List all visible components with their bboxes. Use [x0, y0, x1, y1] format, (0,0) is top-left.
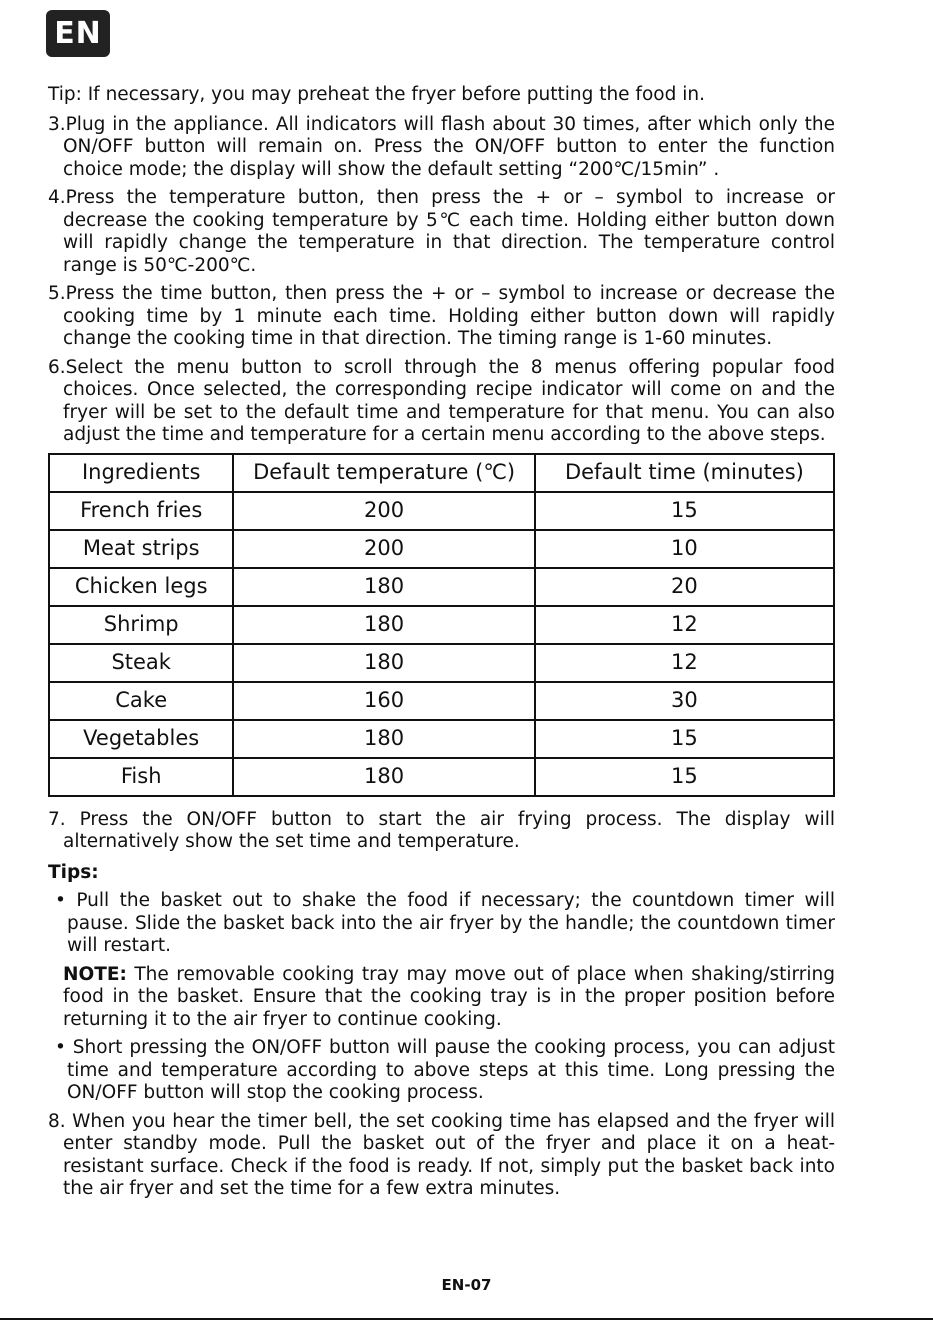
table-row: [49, 492, 834, 530]
tip-shake-basket: • Pull the basket out to shake the food if necessary; the countdown timer will pause. Slide the basket back into the air fryer by the handle; the countdown timer will restart.: [55, 890, 835, 956]
temperature-cell: 180: [233, 606, 534, 644]
ingredient-cell: Chicken legs: [49, 568, 233, 606]
ingredient-cell: Fish: [49, 758, 233, 796]
temperature-cell: 160: [233, 682, 534, 720]
time-cell: 15: [535, 492, 834, 530]
temperature-cell: 180: [233, 568, 534, 606]
temperature-cell: 200: [233, 492, 534, 530]
manual-content: [48, 84, 835, 1207]
time-cell: 15: [535, 720, 834, 758]
temperature-cell: 180: [233, 720, 534, 758]
step-6: 6.Select the menu button to scroll through the 8 menus offering popular food choices. Once selected, the corresponding recipe indicator will come on and the fryer will be set to the default time and temperature for that menu. You can also adjust the time and temperature for a certain menu according to the above steps.: [48, 356, 835, 445]
table-row: [49, 758, 834, 796]
preheat-tip: Tip: If necessary, you may preheat the fryer before putting the food in.: [48, 84, 705, 105]
step-4: 4.Press the temperature button, then press the + or – symbol to increase or decrease the cooking temperature by 5℃ each time. Holding either button down will rapidly change the temperature in that direction. The temperature control range is 50℃-200℃.: [48, 187, 835, 276]
table-header-row: [49, 454, 834, 492]
note-label: NOTE:: [63, 963, 127, 985]
ingredient-cell: French fries: [49, 492, 233, 530]
time-cell: 12: [535, 606, 834, 644]
temperature-cell: 180: [233, 644, 534, 682]
time-cell: 12: [535, 644, 834, 682]
note-text: The removable cooking tray may move out of place when shaking/stirring food in the basket. Ensure that the cooking tray is in the proper position before returning it to the air fryer to continue cooking.: [63, 963, 835, 1030]
ingredient-cell: Meat strips: [49, 530, 233, 568]
time-cell: 15: [535, 758, 834, 796]
ingredient-cell: Shrimp: [49, 606, 233, 644]
header-ingredients: Ingredients: [49, 454, 233, 492]
step-8: 8. When you hear the timer bell, the set cooking time has elapsed and the fryer will enter standby mode. Pull the basket out of the fryer and place it on a heat-resistant surface. Check if the food is ready. If not, simply put the basket back into the air fryer and set the time for a few extra minutes.: [48, 1110, 835, 1199]
language-badge: EN: [46, 10, 110, 57]
table-row: [49, 682, 834, 720]
temperature-cell: 200: [233, 530, 534, 568]
step-3: 3.Plug in the appliance. All indicators will flash about 30 times, after which only the ON/OFF button will remain on. Press the ON/OFF button to enter the function choice mode; the display will show the default setting “200℃/15min” .: [48, 113, 835, 180]
ingredient-cell: Steak: [49, 644, 233, 682]
step-7: 7. Press the ON/OFF button to start the air frying process. The display will alternatively show the set time and temperature.: [48, 808, 835, 852]
page-number: EN-07: [441, 1276, 492, 1294]
table-row: [49, 720, 834, 758]
header-default-time: Default time (minutes): [535, 454, 834, 492]
table-row: [49, 530, 834, 568]
step-5: 5.Press the time button, then press the + or – symbol to increase or decrease the cooking time by 1 minute each time. Holding either button down will rapidly change the cooking time in that direction. The timing range is 1-60 minutes.: [48, 283, 835, 349]
bottom-divider: [0, 1318, 933, 1320]
temperature-cell: 180: [233, 758, 534, 796]
table-row: [49, 644, 834, 682]
tips-heading: Tips:: [48, 861, 99, 883]
time-cell: 30: [535, 682, 834, 720]
tip-pause-stop: • Short pressing the ON/OFF button will pause the cooking process, you can adjust time and temperature according to above steps at this time. Long pressing the ON/OFF button will stop the cooking process.: [55, 1037, 835, 1103]
note-paragraph: [48, 964, 835, 1032]
ingredient-cell: Cake: [49, 682, 233, 720]
time-cell: 10: [535, 530, 834, 568]
time-cell: 20: [535, 568, 834, 606]
table-row: [49, 568, 834, 606]
header-default-temperature: Default temperature (℃): [233, 454, 534, 492]
table-row: [49, 606, 834, 644]
menu-defaults-table: [48, 453, 835, 797]
ingredient-cell: Vegetables: [49, 720, 233, 758]
